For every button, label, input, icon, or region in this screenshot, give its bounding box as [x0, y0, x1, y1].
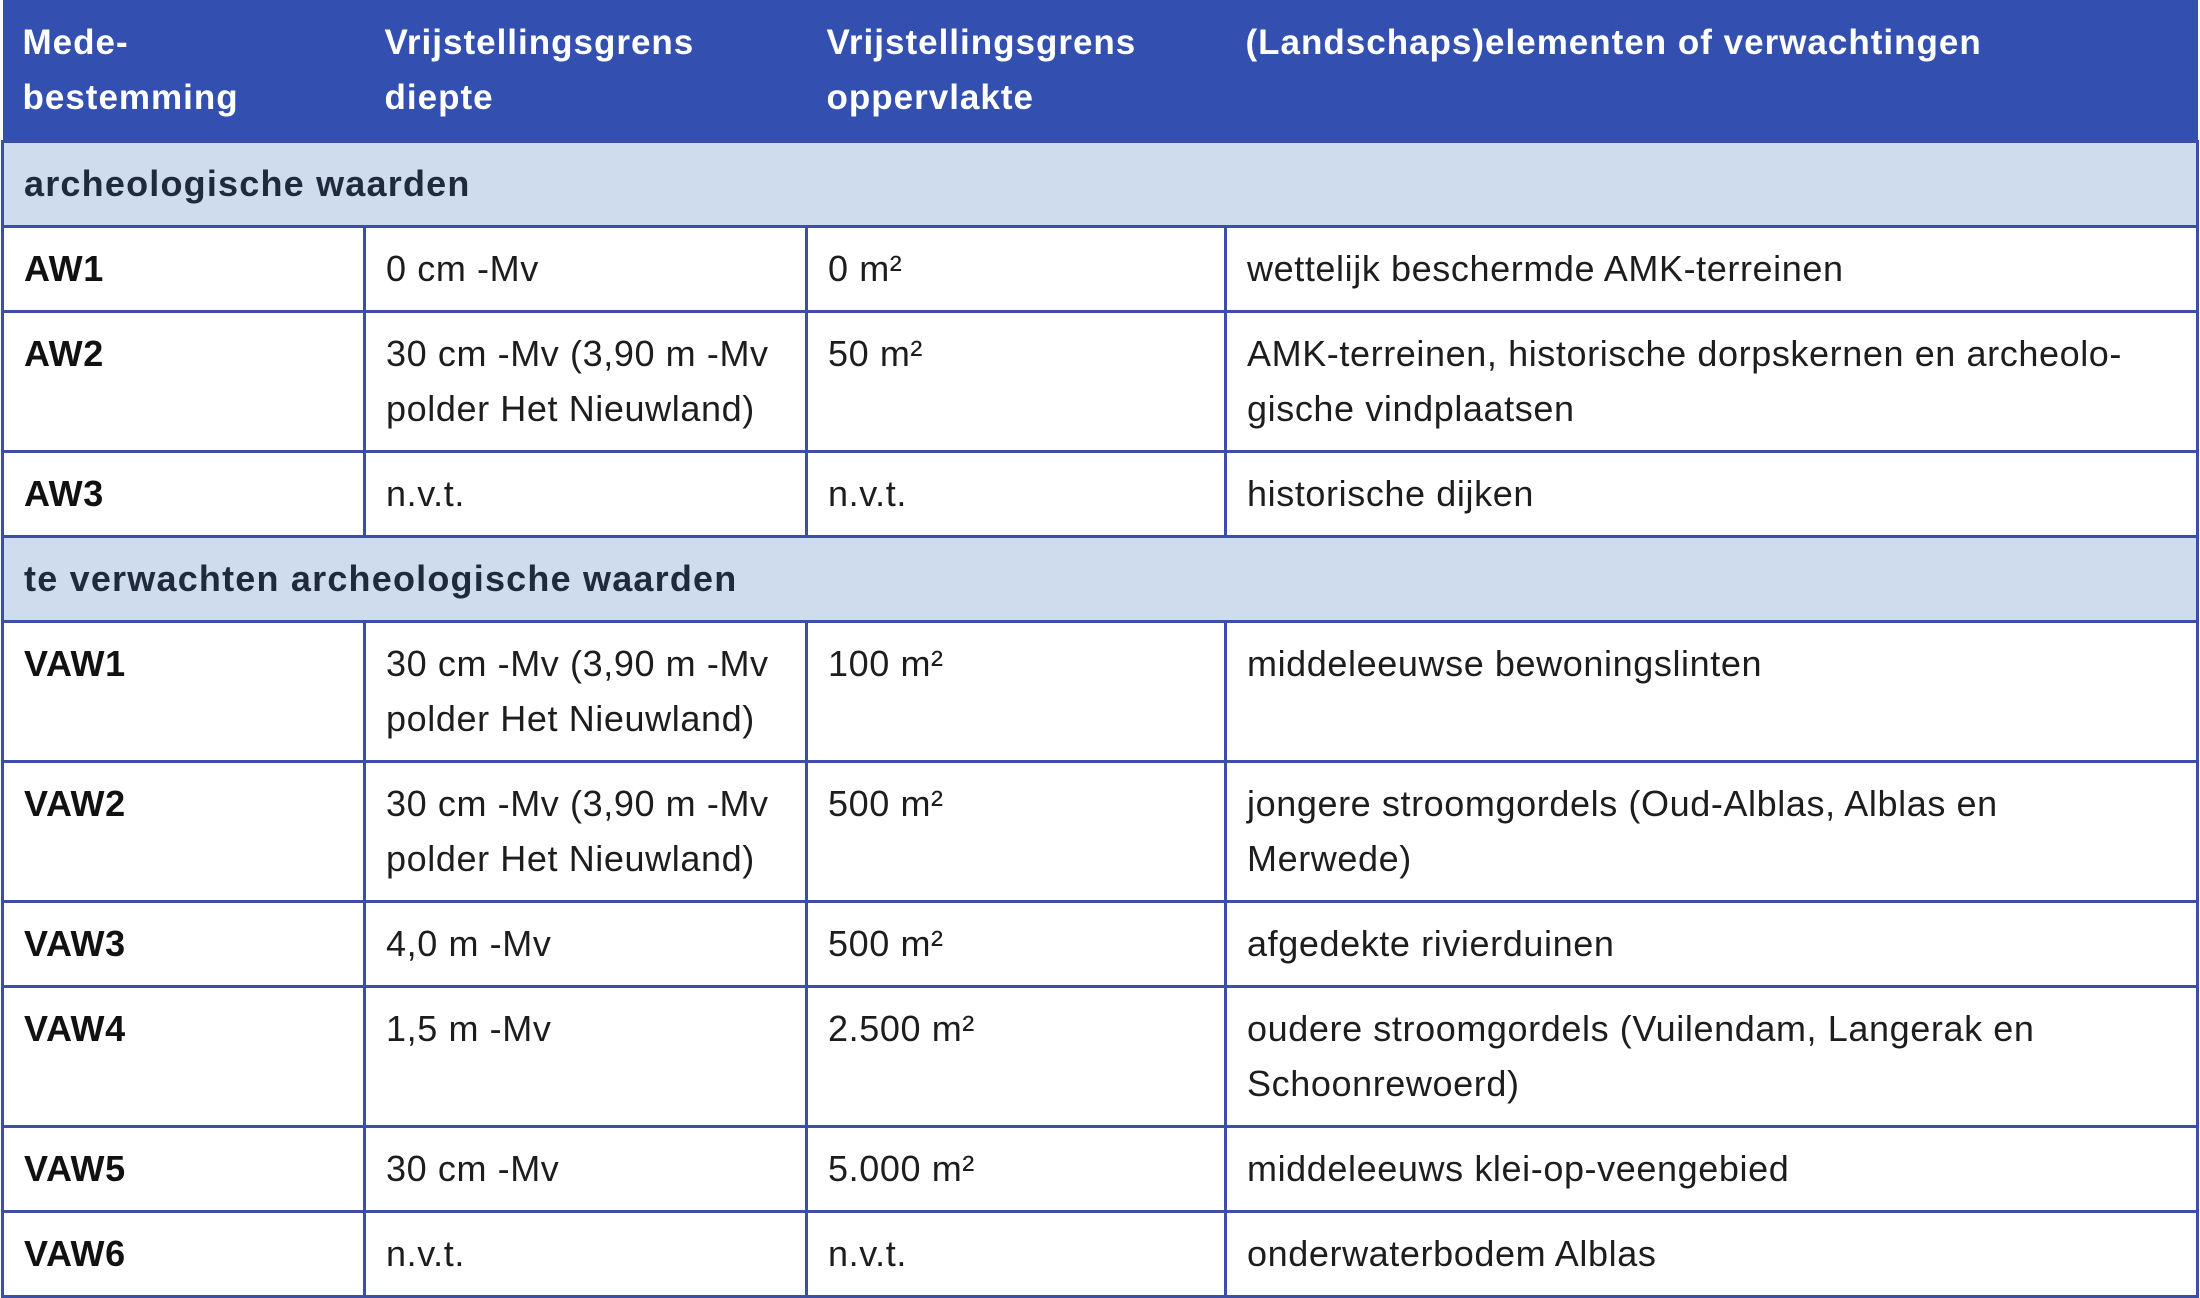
cell-line: polder Het Nieuwland) [386, 697, 755, 739]
cell-diepte [365, 451, 807, 536]
cell-code: VAW4 [3, 986, 365, 1126]
cell-diepte [365, 761, 807, 901]
cell-oppervlakte: 500 m² [807, 761, 1226, 901]
cell-elementen [1226, 311, 2198, 451]
cell-line: wettelijk beschermde AMK-terreinen [1247, 247, 1844, 289]
section-row [3, 536, 2198, 621]
cell-line: polder Het Nieuwland) [386, 837, 755, 879]
cell-line: 1,5 m -Mv [386, 1007, 552, 1049]
header-line: (Landschaps)elementen of verwachtingen [1245, 23, 1982, 62]
cell-diepte [365, 1126, 807, 1211]
header-medebestemming [3, 0, 365, 141]
section-row [3, 141, 2198, 226]
table-row [3, 986, 2198, 1126]
cell-oppervlakte: 100 m² [807, 621, 1226, 761]
cell-line: n.v.t. [386, 1232, 465, 1274]
header-row [3, 0, 2198, 141]
header-oppervlakte [807, 0, 1226, 141]
cell-line: afgedekte rivierduinen [1247, 922, 1615, 964]
cell-diepte [365, 311, 807, 451]
cell-code: VAW6 [3, 1211, 365, 1296]
cell-line: n.v.t. [386, 472, 465, 514]
cell-code: AW3 [3, 451, 365, 536]
table-row [3, 451, 2198, 536]
cell-oppervlakte: 2.500 m² [807, 986, 1226, 1126]
cell-line: polder Het Nieuwland) [386, 387, 755, 429]
table-row [3, 621, 2198, 761]
cell-line: middeleeuwse bewoningslinten [1247, 642, 1763, 684]
cell-line: oudere stroomgordels (Vuilendam, Langerak en [1247, 1007, 2035, 1049]
cell-code: AW1 [3, 226, 365, 311]
cell-code: VAW3 [3, 901, 365, 986]
table-row [3, 311, 2198, 451]
cell-diepte [365, 226, 807, 311]
table-row [3, 1211, 2198, 1296]
table-body [3, 141, 2198, 1296]
cell-line: Schoonrewoerd) [1247, 1062, 1520, 1104]
cell-line: jongere stroomgordels (Oud-Alblas, Alblas en [1247, 782, 1998, 824]
table-row [3, 901, 2198, 986]
header-line: Vrijstellingsgrens [384, 23, 695, 62]
header-line: Mede- [22, 23, 129, 62]
cell-line: 30 cm -Mv (3,90 m -Mv [386, 642, 769, 684]
cell-oppervlakte: 50 m² [807, 311, 1226, 451]
cell-elementen [1226, 621, 2198, 761]
cell-elementen [1226, 451, 2198, 536]
cell-oppervlakte: 500 m² [807, 901, 1226, 986]
cell-elementen [1226, 901, 2198, 986]
cell-oppervlakte: 5.000 m² [807, 1126, 1226, 1211]
cell-line: middeleeuws klei-op-veengebied [1247, 1147, 1790, 1189]
cell-line: 30 cm -Mv (3,90 m -Mv [386, 782, 769, 824]
cell-line: gische vindplaatsen [1247, 387, 1575, 429]
cell-line: 0 cm -Mv [386, 247, 539, 289]
cell-line: Merwede) [1247, 837, 1412, 879]
table-header [3, 0, 2198, 141]
cell-line: 4,0 m -Mv [386, 922, 552, 964]
cell-line: onderwaterbodem Alblas [1247, 1232, 1657, 1274]
cell-diepte [365, 986, 807, 1126]
table-row [3, 226, 2198, 311]
header-elementen [1226, 0, 2198, 141]
cell-line: 30 cm -Mv [386, 1147, 560, 1189]
section-title: archeologische waarden [3, 141, 2198, 226]
archeology-table [1, 0, 2199, 1298]
cell-elementen [1226, 761, 2198, 901]
cell-line: 30 cm -Mv (3,90 m -Mv [386, 332, 769, 374]
section-title: te verwachten archeologische waarden [3, 536, 2198, 621]
cell-elementen [1226, 1211, 2198, 1296]
header-line: bestemming [22, 78, 239, 117]
cell-elementen [1226, 1126, 2198, 1211]
cell-line: historische dijken [1247, 472, 1534, 514]
cell-diepte [365, 1211, 807, 1296]
cell-code: AW2 [3, 311, 365, 451]
cell-line: AMK-terreinen, historische dorpskernen en archeolo- [1247, 332, 2123, 374]
cell-code: VAW2 [3, 761, 365, 901]
header-line: oppervlakte [826, 78, 1034, 117]
header-line: Vrijstellingsgrens [826, 23, 1137, 62]
table-row [3, 761, 2198, 901]
cell-code: VAW1 [3, 621, 365, 761]
cell-diepte [365, 901, 807, 986]
cell-oppervlakte: n.v.t. [807, 451, 1226, 536]
header-line: diepte [384, 78, 494, 117]
cell-oppervlakte: n.v.t. [807, 1211, 1226, 1296]
cell-elementen [1226, 226, 2198, 311]
cell-code: VAW5 [3, 1126, 365, 1211]
cell-oppervlakte: 0 m² [807, 226, 1226, 311]
cell-elementen [1226, 986, 2198, 1126]
table-container [1, 0, 2196, 1298]
cell-diepte [365, 621, 807, 761]
header-diepte [365, 0, 807, 141]
table-row [3, 1126, 2198, 1211]
